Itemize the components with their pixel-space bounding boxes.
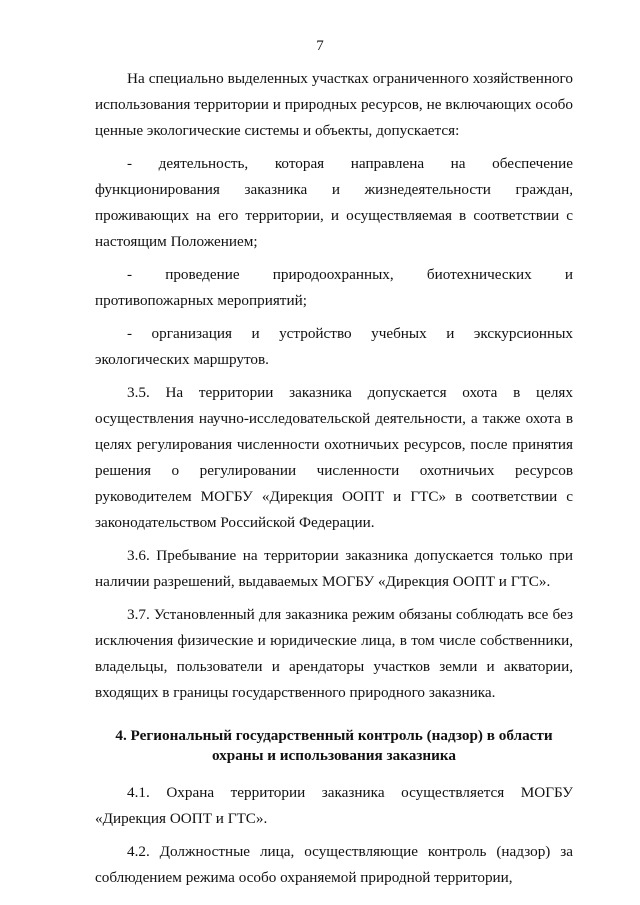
list-item-routes: - организация и устройство учебных и экскурсионных экологических маршрутов. xyxy=(95,325,573,368)
paragraph-intro: На специально выделенных участках ограниченного хозяйственного использования территории и природных ресурсов, не включающих особо ценные экологические системы и объекты, допускается: xyxy=(95,70,573,139)
paragraph-3-6: 3.6. Пребывание на территории заказника допускается только при наличии разрешений, выдаваемых МОГБУ «Дирекция ООПТ и ГТС». xyxy=(95,547,573,590)
paragraph-3-7: 3.7. Установленный для заказника режим обязаны соблюдать все без исключения физические и юридические лица, в том числе собственники, владельцы, пользователи и арендаторы участков земли и акватории, входящих в границы государственного природного заказника. xyxy=(95,606,573,701)
section-heading-line-1: 4. Региональный государственный контроль (надзор) в области xyxy=(115,727,553,744)
paragraph-3-5: 3.5. На территории заказника допускается охота в целях осуществления научно-исследовательской деятельности, а также охота в целях регулирования численности охотничьих ресурсов, после принятия решения о регулировании численности охотничьих ресурсов руководителем МОГБУ «Дирекция ООПТ и ГТС» в соответствии с законодательством Российской Федерации. xyxy=(95,384,573,531)
list-item-measures: - проведение природоохранных, биотехнических и противопожарных мероприятий; xyxy=(95,266,573,309)
paragraph-4-2: 4.2. Должностные лица, осуществляющие контроль (надзор) за соблюдением режима особо охраняемой природной территории, xyxy=(95,843,573,886)
paragraph-4-1: 4.1. Охрана территории заказника осуществляется МОГБУ «Дирекция ООПТ и ГТС». xyxy=(95,784,573,827)
section-heading xyxy=(95,726,573,766)
page-number: 7 xyxy=(316,38,324,54)
document-body xyxy=(95,66,573,898)
section-heading-line-2: охраны и использования заказника xyxy=(211,747,457,764)
list-item-activity: - деятельность, которая направлена на обеспечение функционирования заказника и жизнедеятельности граждан, проживающих на его территории, и осуществляемая в соответствии с настоящим Положением; xyxy=(95,155,573,250)
